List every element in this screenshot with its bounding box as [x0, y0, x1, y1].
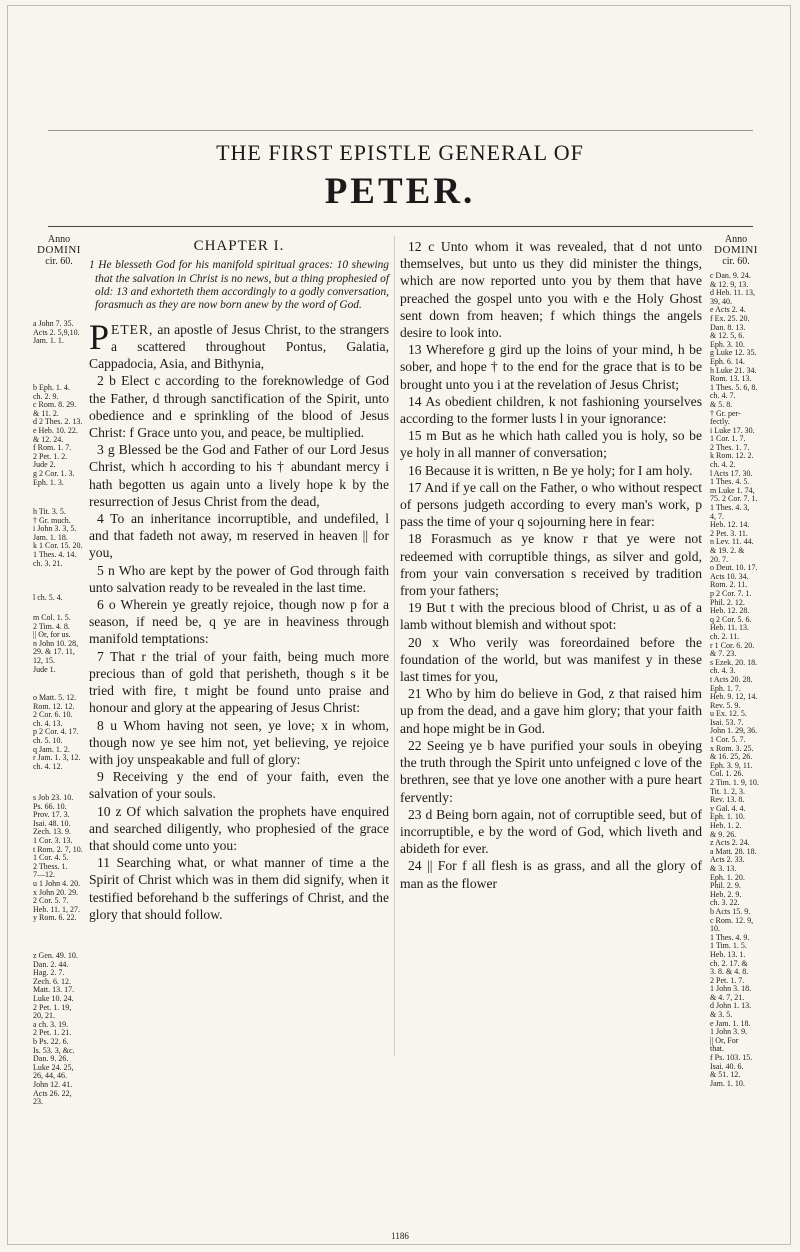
anno-domini-right [710, 234, 762, 267]
verse: 2 b Elect c according to the foreknowledge of God the Father, d through sanctification of the Spirit, unto obedience and e sprinkling of the blood of Jesus Christ: f Grace unto you, and peace, be multiplied. [89, 373, 389, 441]
anno-year: cir. 60. [45, 256, 73, 267]
margin-note: o Matt. 5. 12. Rom. 12. 12. 2 Cor. 6. 10. ch. 4. 13. p 2 Cor. 4. 17. ch. 5. 10. q Jam. 1. 2. r Jam. 1. 3, 12. ch. 4. 12. [33, 693, 81, 771]
right-margin [710, 234, 762, 1088]
verse: 14 As obedient children, k not fashioning yourselves according to the former lusts l in your ignorance: [400, 393, 702, 427]
verse: 23 d Being born again, not of corruptible seed, but of incorruptible, e by the word of God, which liveth and abideth for ever. [400, 806, 702, 857]
anno-label: Anno [47, 234, 71, 245]
verse: 4 To an inheritance incorruptible, and undefiled, l and that fadeth not away, m reserved in heaven || for you, [89, 511, 389, 561]
verse: 5 n Who are kept by the power of God through faith unto salvation ready to be revealed in the last time. [89, 562, 389, 595]
text-column-right [400, 238, 702, 892]
verse: 10 z Of which salvation the prophets have enquired and searched diligently, who prophesied of the grace that should come unto you: [89, 803, 389, 853]
verse: 21 Who by him do believe in God, z that raised him up from the dead, and a gave him glory; that your faith and hope might be in God. [400, 686, 702, 736]
margin-note: h Tit. 3. 5. † Gr. much. i John 3. 3, 5. Jam. 1. 18. k 1 Cor. 15. 20. 1 Thes. 4. 14. ch. 3. 21. [33, 507, 83, 568]
verse: 15 m But as he which hath called you is holy, so be ye holy in all manner of conversation; [400, 428, 702, 461]
anno-domini-label: DOMINI [714, 244, 758, 256]
verse: 16 Because it is written, n Be ye holy; for I am holy. [408, 462, 693, 478]
verse: 18 Forasmuch as ye know r that ye were not redeemed with corruptible things, as silver and gold, from your vain conversation s received by tradition from your fathers; [400, 531, 702, 599]
verse: 22 Seeing ye b have purified your souls in obeying the truth through the Spirit unto unfeigned c love of the brethren, see that ye love one another with a pure heart fervently: [400, 737, 702, 805]
verse: 20 x Who verily was foreordained before the foundation of the world, but was manifest y in these last times for you, [400, 634, 702, 685]
chapter-heading: CHAPTER I. [193, 238, 285, 254]
book-subtitle: PETER. [324, 171, 476, 212]
title-rule [48, 226, 753, 227]
verse-1-caps: ETER, [111, 321, 154, 337]
top-rule [48, 130, 753, 131]
margin-note: a John 7. 35. Acts 2. 5,9,10. Jam. 1. 1. [33, 319, 80, 346]
book-title: THE FIRST EPISTLE GENERAL OF [216, 140, 584, 165]
left-margin [33, 234, 85, 1107]
margin-note: s Job 23. 10. Ps. 66. 10. Prov. 17. 3. Isai. 48. 10. Zech. 13. 9. 1 Cor. 3. 13. t Rom. 2. 7, 10. 1 Cor. 4. 5. 2 Thess. 1. 7—12. u 1 John 4. 20. x John 20. 29. 2 Cor. 5. 7. Heb. 11. 1, 27. y Rom. 6. 22. [33, 793, 83, 923]
margin-note: b Eph. 1. 4. ch. 2. 9. c Rom. 8. 29. & 11. 2. d 2 Thes. 2. 13. e Heb. 10. 22. & 12. 24. f Rom. 1. 7. 2 Pet. 1. 2. Jude 2. g 2 Cor. 1. 3. Eph. 1. 3. [33, 383, 83, 487]
anno-label: Anno [724, 234, 748, 245]
text-column-left [89, 238, 389, 923]
margin-note: l ch. 5. 4. [33, 593, 63, 602]
column-divider [394, 236, 395, 1056]
anno-domini-left [33, 234, 85, 267]
margin-note: c Dan. 9. 24. & 12. 9, 13. d Heb. 11. 13, 39, 40. e Acts 2. 4. f Ex. 25. 20. Dan. 8. 13. & 12. 5, 6. Eph. 3. 10. g Luke 12. 35. Eph. 6. 14. h Luke 21. 34. Rom. 13. 13. 1 Thes. 5. 6, 8. ch. 4. 7. & 5. 8. † Gr. per- fectly. i Luke 17. 30. 1 Cor. 1. 7. 2 Thes. 1. 7. k Rom. 12. 2. ch. 4. 2. l Acts 17. 30. 1 Thes. 4. 5. m Luke 1. 74, 75. 2 Cor. 7. 1. 1 Thes. 4. 3, 4, 7. Heb. 12. 14. 2 Pet. 3. 11. n Lev. 11. 44. & 19. 2. & 20. 7. o Deut. 10. 17. Acts 10. 34. Rom. 2. 11. p 2 Cor. 7. 1. Phil. 2. 12. Heb. 12. 28. q 2 Cor. 5. 6. Heb. 11. 13. ch. 2. 11. r 1 Cor. 6. 20. & 7. 23. s Ezek. 20. 18. ch. 4. 3. t Acts 20. 28. Eph. 1. 7. Heb. 9. 12, 14. Rev. 5. 9. u Ex. 12. 5. Isai. 53. 7. John 1. 29, 36. 1 Cor. 5. 7. x Rom. 3. 25. & 16. 25, 26. Eph. 3. 9, 11. Col. 1. 26. 2 Tim. 1. 9, 10. Tit. 1. 2, 3. Rev. 13. 8. y Gal. 4. 4. Eph. 1. 10. Heb. 1. 2. & 9. 26. z Acts 2. 24. a Matt. 28. 18. Acts 2. 33. & 3. 13. Eph. 1. 20. Phil. 2. 9. Heb. 2. 9. ch. 3. 22. b Acts 15. 9. c Rom. 12. 9, 10. 1 Thes. 4. 9. 1 Tim. 1. 5. Heb. 13. 1. ch. 2. 17. & 3. 8. & 4. 8. 2 Pet. 1. 7. 1 John 3. 18. & 4. 7, 21. d John 1. 13. & 3. 5. e Jam. 1. 18. 1 John 3. 9. || Or, For that. f Ps. 103. 15. Isai. 40. 6. & 51. 12. Jam. 1. 10. [710, 271, 759, 1088]
verse: 9 Receiving y the end of your faith, even the salvation of your souls. [89, 769, 389, 802]
verse: 7 That r the trial of your faith, being much more precious than of gold that perisheth, though s it be tried with fire, t might be found unto praise and honour and glory at the appearing of Jesus Christ: [89, 648, 389, 716]
drop-cap: P [89, 316, 110, 357]
verse: 17 And if ye call on the Father, o who without respect of persons judgeth according to every man's work, p pass the time of your q sojourning here in fear: [400, 479, 702, 530]
verse: 13 Wherefore g gird up the loins of your mind, h be sober, and hope † to the end for the grace that is to be brought unto you i at the revelation of Jesus Christ; [400, 342, 702, 392]
margin-note: m Col. 1. 5. 2 Tim. 4. 8. || Or, for us. n John 10. 28, 29. & 17. 11, 12, 15. Jude 1. [33, 613, 79, 674]
verse: 12 c Unto whom it was revealed, that d not unto themselves, but unto us they did minister the things, which are now reported unto you by them that have preached the gospel unto you with e the Holy Ghost sent down from heaven; f which things the angels desire to look into. [400, 239, 702, 341]
chapter-summary-text: 1 He blesseth God for his manifold spiritual graces: 10 shewing that the salvation in Christ is no news, but a thing prophesied of old: 13 and exhorteth them accordingly to a godly conversation, forasmuch as they are now born anew by the word of God. [89, 259, 389, 312]
verse-1 [89, 316, 389, 373]
verse: 11 Searching what, or what manner of time a the Spirit of Christ which was in them did signify, when it testified beforehand b the sufferings of Christ, and the glory that should follow. [89, 855, 389, 922]
verse-1-text: an apostle of Jesus Christ, to the strangers a scattered throughout Pontus, Galatia, Cappadocia, Asia, and Bithynia, [89, 321, 389, 372]
verse: 6 o Wherein ye greatly rejoice, though now p for a season, if need be, q ye are in heaviness through manifold temptations: [89, 597, 389, 647]
verse: 3 g Blessed be the God and Father of our Lord Jesus Christ, which h according to his † abundant mercy i hath begotten us again unto a lively hope k by the resurrection of Jesus Christ from the dead, [89, 442, 389, 509]
anno-domini-label: DOMINI [37, 244, 81, 256]
chapter-summary [89, 259, 389, 313]
margin-note: z Gen. 49. 10. Dan. 2. 44. Hag. 2. 7. Zech. 6. 12. Matt. 13. 17. Luke 10. 24. 2 Pet. 1. 19, 20, 21. a ch. 3. 19. 2 Pet. 1. 21. b Ps. 22. 6. Is. 53. 3, &c. Dan. 9. 26. Luke 24. 25, 26, 44, 46. John 12. 41. Acts 26. 22, 23. [33, 951, 78, 1107]
page-number: 1186 [391, 1231, 409, 1241]
verse: 19 But t with the precious blood of Christ, u as of a lamb without blemish and without spot: [400, 600, 702, 633]
verse: 24 || For f all flesh is as grass, and all the glory of man as the flower [400, 858, 702, 891]
verse: 8 u Whom having not seen, ye love; x in whom, though now ye see him not, yet believing, ye rejoice with joy unspeakable and full of glory: [89, 717, 389, 767]
anno-year: cir. 60. [722, 256, 750, 267]
